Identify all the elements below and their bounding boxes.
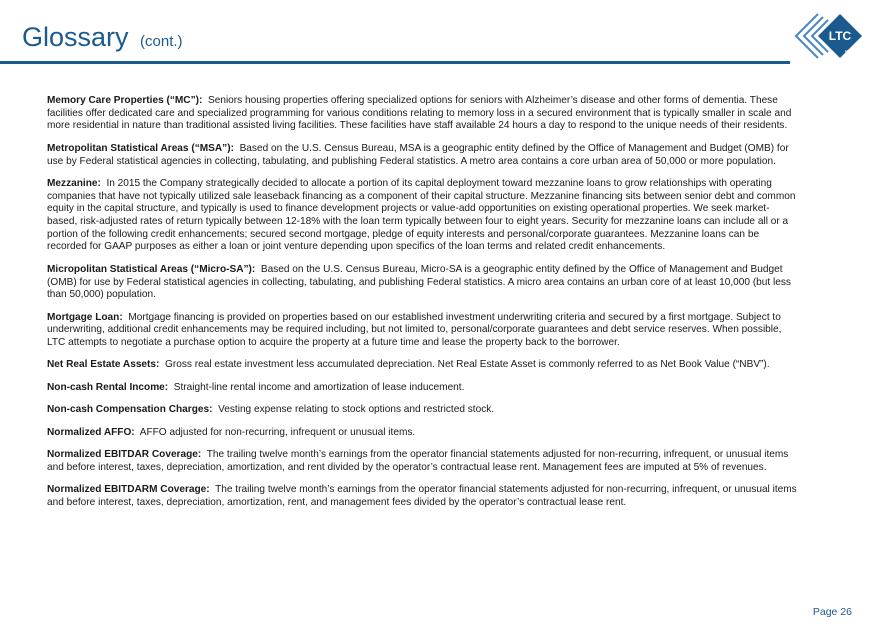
glossary-definition: Straight-line rental income and amortization of lease inducement. bbox=[173, 381, 465, 393]
glossary-entry bbox=[47, 312, 799, 350]
glossary-definition: Based on the U.S. Census Bureau, MSA is a geographic entity defined by the Office of Management and Budget (OMB) for use by Federal statistical agencies in collecting, tabulating, and publishing Federal statistics. A metro area contains a core urban area of 50,000 or more population. bbox=[47, 142, 789, 167]
glossary-entry bbox=[47, 359, 799, 372]
glossary-definition: Based on the U.S. Census Bureau, Micro-SA is a geographic entity defined by the Office of Management and Budget (OMB) for use by Federal statistical agencies in collecting, tabulating, and publishing Federal statistics. A micro area contains an urban core of at least 10,000 (but less than 50,000) population. bbox=[47, 263, 791, 301]
glossary-definition: Vesting expense relating to stock options and restricted stock. bbox=[218, 404, 495, 416]
glossary-term: Non-cash Compensation Charges: bbox=[47, 404, 213, 416]
glossary-term: Net Real Estate Assets: bbox=[47, 359, 160, 371]
glossary-entry bbox=[47, 178, 799, 254]
header-rule bbox=[0, 61, 790, 64]
ltc-reit-logo bbox=[788, 8, 864, 64]
glossary-definition: Seniors housing properties offering specialized options for seniors with Alzheimer’s disease and other forms of dementia. These facilities offer dedicated care and specialized programming for various conditions relating to memory loss in a secured environment that is typically smaller in scale and more residential in nature than traditional assisted living facilities. These facilities have staff available 24 hours a day to respond to the unique needs of their residents. bbox=[47, 95, 792, 132]
glossary-entry bbox=[47, 95, 799, 133]
glossary-term: Memory Care Properties (“MC”): bbox=[47, 95, 203, 106]
page-title bbox=[22, 22, 183, 53]
glossary-term: Normalized EBITDARM Coverage: bbox=[47, 484, 210, 496]
glossary-definition: Mortgage financing is provided on properties based on our established investment underwriting criteria and secured by a first mortgage. Subject to underwriting, additional credit enhancements may be required including, but not limited to, personal/corporate guarantees and debt service reserves. When possible, LTC attempts to negotiate a purchase option to acquire the property at a future time and lease the property back to the borrower. bbox=[47, 311, 782, 348]
glossary-definition: In 2015 the Company strategically decided to allocate a portion of its capital deployment toward mezzanine loans to grow relationships with operating companies that have not typically utilized sale leaseback financing as a component of their capital structure. Mezzanine financing sits between senior debt and common equity in the capital structure, and typically is used to finance development projects or value-add opportunities on existing operational properties. We seek market-based, risk-adjusted rates of return typically between 12-18% with the loan term typically between four to eight years. Security for mezzanine loans can include all or a portion of the following credit enhancements; secured second mortgage, pledge of equity interests and personal/corporate guarantees. Mezzanine loans can be recorded for GAAP purposes as either a loan or joint venture depending upon specifics of the loan terms and related credit enhancements. bbox=[47, 177, 796, 253]
logo-text: LTC bbox=[828, 29, 852, 43]
title-text: Glossary bbox=[22, 22, 129, 52]
glossary-list bbox=[47, 95, 799, 519]
glossary-term: Normalized EBITDAR Coverage: bbox=[47, 448, 202, 460]
glossary-entry bbox=[47, 484, 799, 509]
glossary-term: Metropolitan Statistical Areas (“MSA”): bbox=[47, 142, 234, 154]
glossary-term: Mortgage Loan: bbox=[47, 311, 123, 323]
glossary-entry bbox=[47, 449, 799, 474]
glossary-entry bbox=[47, 382, 799, 395]
glossary-term: Non-cash Rental Income: bbox=[47, 381, 169, 393]
logo-subtext: REIT bbox=[844, 49, 856, 54]
glossary-entry bbox=[47, 427, 799, 440]
page-number: Page 26 bbox=[812, 606, 852, 618]
glossary-definition: The trailing twelve month’s earnings from the operator financial statements adjusted for non-recurring, infrequent, or unusual items and before interest, taxes, depreciation, amortization, and rent divided by the operator’s contractual lease rent. Management fees are imputed at 5% of revenues. bbox=[47, 448, 789, 473]
glossary-definition: Gross real estate investment less accumulated depreciation. Net Real Estate Asset is commonly referred to as Net Book Value (“NBV”). bbox=[165, 359, 770, 371]
glossary-entry bbox=[47, 143, 799, 168]
glossary-definition: AFFO adjusted for non-recurring, infrequent or unusual items. bbox=[139, 426, 416, 438]
title-subtitle: (cont.) bbox=[140, 33, 183, 50]
glossary-entry bbox=[47, 404, 799, 417]
glossary-term: Normalized AFFO: bbox=[47, 426, 135, 438]
glossary-definition: The trailing twelve month’s earnings from the operator financial statements adjusted for non-recurring, infrequent, or unusual items and before interest, taxes, depreciation, amortization, rent, and management fees divided by the operator’s contractual lease rent. bbox=[47, 484, 797, 508]
glossary-term: Micropolitan Statistical Areas (“Micro-SA”): bbox=[47, 263, 256, 275]
glossary-entry bbox=[47, 264, 799, 302]
glossary-term: Mezzanine: bbox=[47, 177, 101, 189]
